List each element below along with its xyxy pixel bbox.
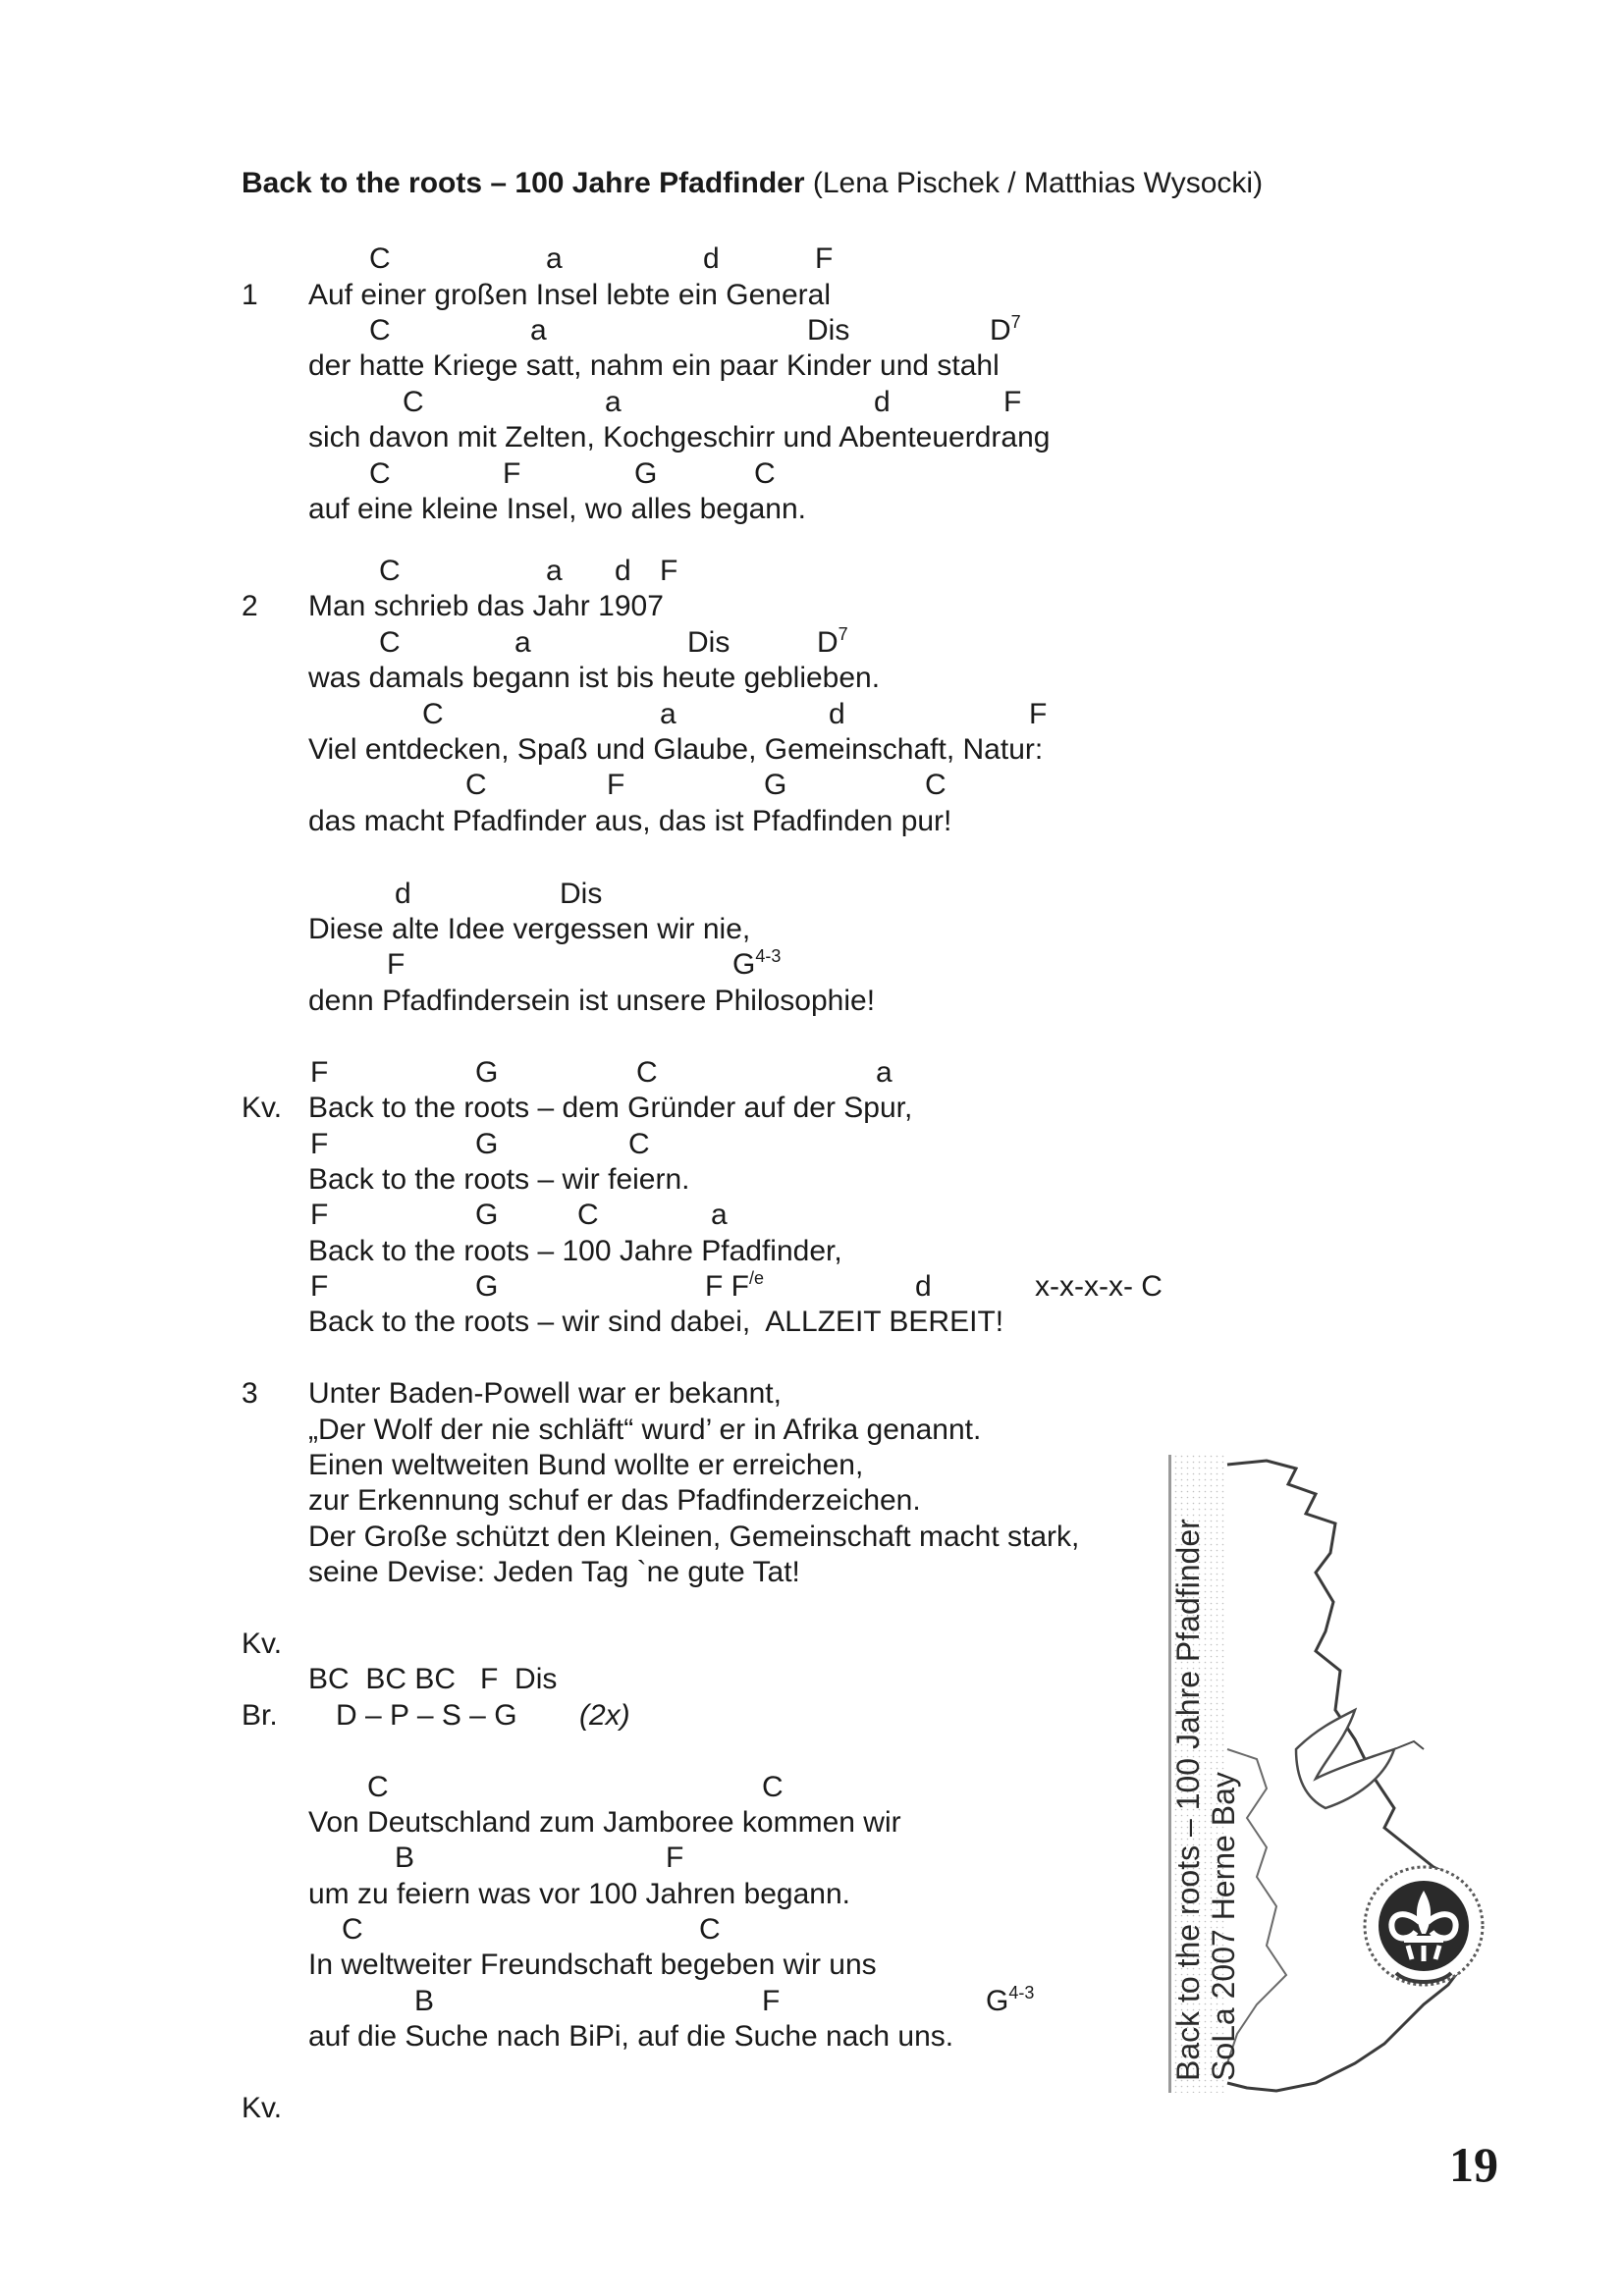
lyric-line: das macht Pfadfinder aus, das ist Pfadfinden pur! (308, 805, 952, 837)
bridge-label: Br. (242, 1699, 278, 1732)
chord-extension: 7 (1010, 312, 1021, 332)
chord: d (615, 555, 631, 587)
chord: C (369, 457, 391, 490)
lyric-line: auf eine kleine Insel, wo alles begann. (308, 493, 807, 525)
lyric-line: der hatte Kriege satt, nahm ein paar Kinder und stahl (308, 349, 1000, 382)
stamp-line-1: Back to the roots – 100 Jahre Pfadfinder (1170, 1519, 1206, 2081)
chord-root: G (986, 1985, 1009, 2017)
chord (705, 1269, 764, 1308)
chord: C (369, 314, 391, 347)
chord (990, 313, 1021, 351)
dove-icon (1296, 1710, 1394, 1808)
chord: B (414, 1985, 435, 2017)
chord: C (379, 555, 401, 587)
chord: G (764, 769, 787, 801)
page-number: 19 (1449, 2137, 1498, 2192)
verse-number-3: 3 (242, 1377, 258, 1410)
verse-number-1: 1 (242, 279, 258, 311)
chord: C (699, 1913, 721, 1946)
chord: a (514, 626, 531, 659)
chord-root: G (732, 948, 756, 981)
lyric-line: zur Erkennung schuf er das Pfadfinderzeichen. (308, 1484, 921, 1517)
event-stamp (1168, 1455, 1553, 2095)
scout-emblem-icon (1365, 1867, 1483, 1985)
lyric-line: Man schrieb das Jahr 1907 (308, 590, 664, 622)
lyric-line: In weltweiter Freundschaft begeben wir uns (308, 1949, 877, 1981)
chord: a (660, 698, 676, 730)
chord: F (387, 948, 406, 981)
chord: a (605, 386, 622, 418)
chord: C (367, 1771, 389, 1803)
chorus-label: Kv. (242, 1092, 283, 1124)
chord-root: D (990, 314, 1011, 347)
song-title (242, 167, 1263, 200)
chord: F (815, 242, 834, 275)
chord: F (310, 1199, 329, 1231)
lyric-line: Einen weltweiten Bund wollte er erreichen, (308, 1449, 864, 1481)
chord-extension: 7 (838, 624, 848, 644)
chord: a (530, 314, 547, 347)
chord: F (1029, 698, 1048, 730)
bridge-text: D – P – S – G (336, 1699, 517, 1732)
chord: F (607, 769, 625, 801)
lyric-line: Von Deutschland zum Jamboree kommen wir (308, 1806, 901, 1839)
chord: x-x-x-x- C (1035, 1270, 1163, 1303)
chord: Dis (807, 314, 850, 347)
chord: G (475, 1056, 499, 1089)
chord: C (754, 457, 776, 490)
lyric-line: Diese alte Idee vergessen wir nie, (308, 913, 751, 945)
chord: C (628, 1128, 650, 1160)
lyric-line: „Der Wolf der nie schläft“ wurd’ er in Afrika genannt. (308, 1414, 982, 1446)
lyric-line: Viel entdecken, Spaß und Glaube, Gemeinschaft, Natur: (308, 733, 1044, 766)
chord: F (660, 555, 678, 587)
bridge-chords: BC BC BC F Dis (308, 1663, 558, 1695)
chord: G (475, 1128, 499, 1160)
lyric-line: Back to the roots – wir sind dabei, ALLZEIT BEREIT! (308, 1306, 1004, 1338)
lyric-line: um zu feiern was vor 100 Jahren begann. (308, 1878, 850, 1910)
chord: Dis (687, 626, 730, 659)
chorus-label: Kv. (242, 2092, 283, 2124)
chord: B (395, 1842, 415, 1874)
lyric-line: Unter Baden-Powell war er bekannt, (308, 1377, 782, 1410)
lyric-line: denn Pfadfindersein ist unsere Philosophie! (308, 985, 876, 1017)
lyric-line: Back to the roots – wir feiern. (308, 1163, 690, 1196)
chord: d (829, 698, 845, 730)
chord: F (503, 457, 521, 490)
chord: F (666, 1842, 684, 1874)
chord: Dis (560, 878, 603, 910)
stamp-line-2: SoLa 2007 Herne Bay (1206, 1772, 1241, 2081)
chord: d (915, 1270, 932, 1303)
chord: a (546, 242, 563, 275)
lyric-line: auf die Suche nach BiPi, auf die Suche nach uns. (308, 2020, 954, 2053)
lyric-line: seine Devise: Jeden Tag `ne gute Tat! (308, 1556, 800, 1588)
chord (732, 947, 781, 986)
chord-extension: 4-3 (1008, 1983, 1035, 2002)
chord-extension: 4-3 (755, 946, 782, 966)
stamp-text (1170, 1455, 1249, 2095)
chord (817, 625, 848, 664)
chord-root: D (817, 626, 839, 659)
chord: d (395, 878, 411, 910)
chord: F (310, 1056, 329, 1089)
chord: a (546, 555, 563, 587)
chord-extension: /e (749, 1268, 765, 1288)
chord-root: F F (705, 1270, 749, 1303)
chord: C (762, 1771, 784, 1803)
chord: F (762, 1985, 781, 2017)
chord: C (577, 1199, 599, 1231)
chord: d (703, 242, 720, 275)
repeat-marker: (2x) (579, 1699, 630, 1732)
chord: G (475, 1199, 499, 1231)
chord: C (465, 769, 487, 801)
lyric-line: Auf einer großen Insel lebte ein General (308, 279, 831, 311)
chord: C (369, 242, 391, 275)
chord (986, 1984, 1034, 2022)
chord: a (711, 1199, 728, 1231)
song-authors: (Lena Pischek / Matthias Wysocki) (804, 167, 1264, 199)
chord: a (876, 1056, 893, 1089)
chord: C (422, 698, 444, 730)
lyric-line: Back to the roots – dem Gründer auf der Spur, (308, 1092, 913, 1124)
song-title-main: Back to the roots – 100 Jahre Pfadfinder (242, 167, 805, 199)
chord: C (342, 1913, 363, 1946)
chord: C (925, 769, 947, 801)
lyric-line: Der Große schützt den Kleinen, Gemeinschaft macht stark, (308, 1521, 1080, 1553)
verse-number-2: 2 (242, 590, 258, 622)
lyric-line: was damals begann ist bis heute geblieben. (308, 662, 881, 694)
chord: d (874, 386, 891, 418)
chord: C (403, 386, 424, 418)
chord: F (310, 1270, 329, 1303)
lyric-line: Back to the roots – 100 Jahre Pfadfinder, (308, 1235, 842, 1267)
chord: G (634, 457, 658, 490)
chorus-label: Kv. (242, 1628, 283, 1660)
chord: C (636, 1056, 658, 1089)
lyric-line: sich davon mit Zelten, Kochgeschirr und Abenteuerdrang (308, 421, 1051, 454)
chord: C (379, 626, 401, 659)
chord: G (475, 1270, 499, 1303)
chord: F (310, 1128, 329, 1160)
chord: F (1003, 386, 1022, 418)
